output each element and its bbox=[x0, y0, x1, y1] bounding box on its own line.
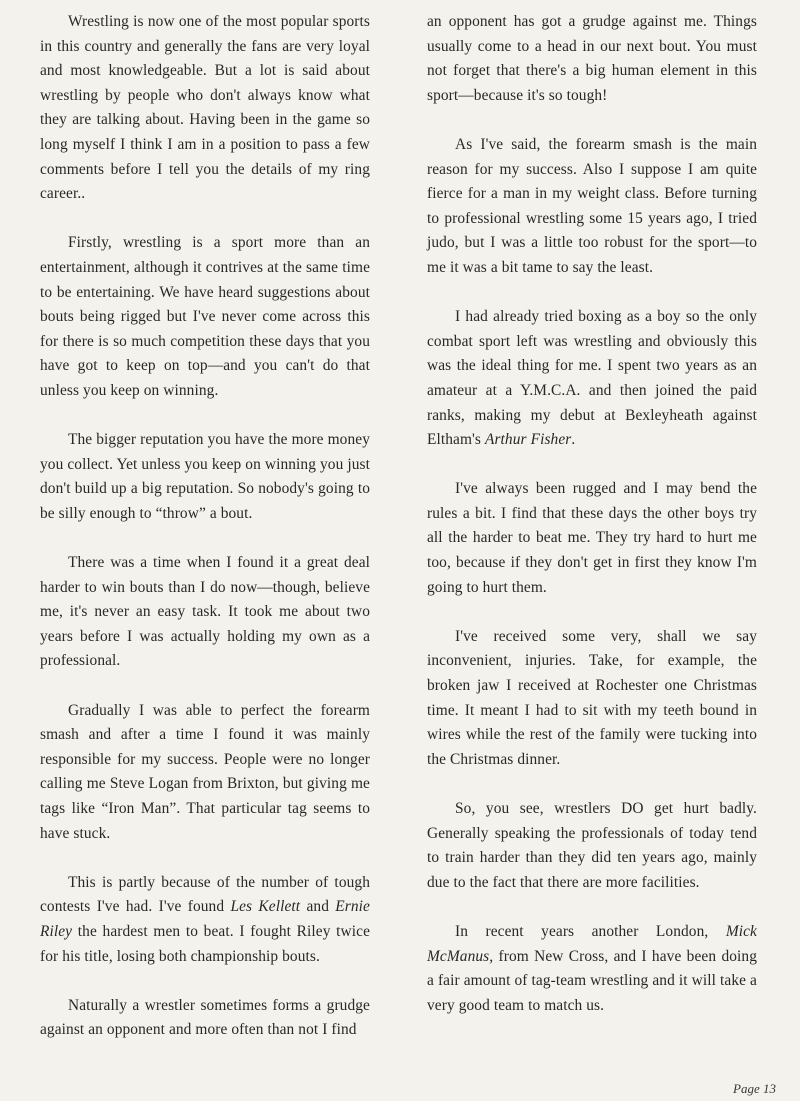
wrestler-name: Les Kellett bbox=[230, 898, 301, 916]
wrestler-name: Mick McManus, bbox=[427, 922, 757, 965]
paragraph: As I've said, the forearm smash is the main reason for my success. Also I suppose I am quite fierce for a man in my weight class. Before turning to professional wrestling some 15 years ago, I tried judo, but I was a little too robust for the sport—to me it was a bit tame to say the least. bbox=[427, 135, 757, 276]
paragraph: I had already tried boxing as a boy so the only combat sport left was wrestling and obviously this was the ideal thing for me. I spent two years as an amateur at a Y.M.C.A. and then joined the paid ranks, making my debut at Bexleyheath against Eltham's Arthur Fisher. bbox=[427, 308, 757, 449]
paragraph-continued: an opponent has got a grudge against me. Things usually come to a head in our next bout. You must not forget that there's a big human element in this sport—because it's so tough! bbox=[427, 13, 757, 104]
left-column bbox=[40, 10, 370, 1068]
paragraph: So, you see, wrestlers DO get hurt badly. Generally speaking the professionals of today tend to train harder than they did ten years ago, mainly due to the fact that there are more facilities. bbox=[427, 800, 757, 891]
page-number: Page 13 bbox=[733, 1081, 776, 1096]
paragraph: This is partly because of the number of tough contests I've had. I've found Les Kellett and Ernie Riley the hardest men to beat. I fought Riley twice for his title, losing both championship bouts. bbox=[40, 873, 370, 965]
paragraph: There was a time when I found it a great deal harder to win bouts than I do now—though, believe me, it's never an easy task. It took me about two years before I was actually holding my own as a professional. bbox=[40, 554, 370, 670]
right-column bbox=[427, 10, 757, 1043]
paragraph: Firstly, wrestling is a sport more than an entertainment, although it contrives at the same time to be entertaining. We have heard suggestions about bouts being rigged but I've never come across this for there is so much competition these days that you have got to keep on top—and you can't do that unless you keep on winning. bbox=[40, 234, 370, 399]
wrestler-name: Ernie Riley bbox=[40, 898, 370, 940]
paragraph: I've always been rugged and I may bend the rules a bit. I find that these days the other boys try all the harder to beat me. They try hard to hurt me too, because if they don't get in first they know I'm going to hurt them. bbox=[427, 480, 757, 596]
paragraph: Gradually I was able to perfect the forearm smash and after a time I found it was mainly responsible for my success. People were no longer calling me Steve Logan from Brixton, but giving me tags like “Iron Man”. That particular tag seems to have stuck. bbox=[40, 701, 370, 842]
paragraph: The bigger reputation you have the more money you collect. Yet unless you keep on winning you just don't build up a big reputation. So nobody's going to be silly enough to “throw” a bout. bbox=[40, 431, 370, 522]
paragraph: Wrestling is now one of the most popular sports in this country and generally the fans are very loyal and most knowledgeable. But a lot is said about wrestling by people who don't always know what they are talking about. Having been in the game so long myself I think I am in a position to pass a few comments before I tell you the details of my ring career.. bbox=[40, 13, 370, 203]
wrestler-name: Arthur Fisher bbox=[484, 431, 572, 449]
paragraph: I've received some very, shall we say inconvenient, injuries. Take, for example, the broken jaw I received at Rochester one Christmas time. It meant I had to sit with my teeth bound in wires while the rest of the family were tucking into the Christmas dinner. bbox=[427, 627, 757, 768]
paragraph: In recent years another London, Mick McManus, from New Cross, and I have been doing a fair amount of tag-team wrestling and it will take a very good team to match us. bbox=[427, 922, 757, 1014]
paragraph: Naturally a wrestler sometimes forms a grudge against an opponent and more often than not I find bbox=[40, 996, 370, 1039]
